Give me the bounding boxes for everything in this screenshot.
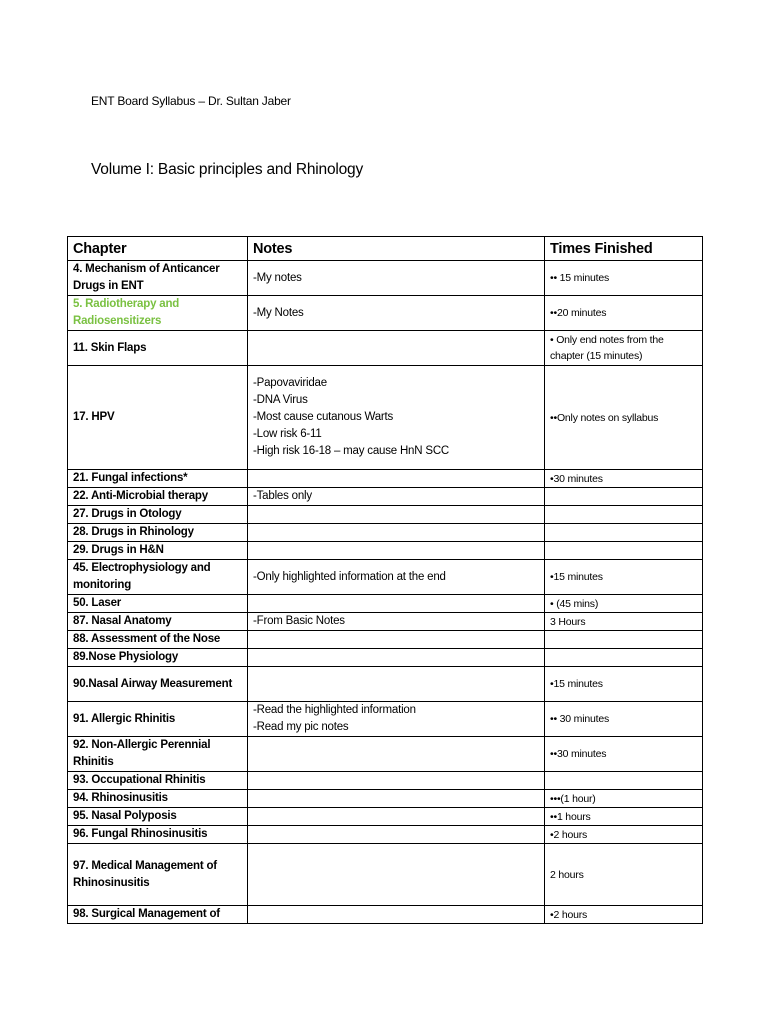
times-finished-cell bbox=[545, 772, 703, 790]
notes-cell bbox=[248, 826, 545, 844]
table-row bbox=[68, 667, 703, 702]
notes-cell bbox=[248, 667, 545, 702]
notes-cell bbox=[248, 470, 545, 488]
notes-line: -From Basic Notes bbox=[253, 615, 345, 627]
table-row bbox=[68, 542, 703, 560]
times-finished-cell bbox=[545, 524, 703, 542]
chapter-cell: 4. Mechanism of Anticancer Drugs in ENT bbox=[68, 261, 248, 296]
times-finished-cell: ••1 hours bbox=[545, 808, 703, 826]
chapter-cell: 92. Non-Allergic Perennial Rhinitis bbox=[68, 737, 248, 772]
chapter-cell: 50. Laser bbox=[68, 595, 248, 613]
table-row bbox=[68, 560, 703, 595]
table-row bbox=[68, 366, 703, 470]
table-row bbox=[68, 524, 703, 542]
chapter-cell: 88. Assessment of the Nose bbox=[68, 631, 248, 649]
table-row bbox=[68, 470, 703, 488]
table-row bbox=[68, 488, 703, 506]
times-finished-cell: • (45 mins) bbox=[545, 595, 703, 613]
chapter-cell: 90.Nasal Airway Measurement bbox=[68, 667, 248, 702]
table-row bbox=[68, 737, 703, 772]
notes-line: -My Notes bbox=[253, 306, 304, 319]
table-row bbox=[68, 808, 703, 826]
notes-cell bbox=[248, 524, 545, 542]
document-header: ENT Board Syllabus – Dr. Sultan Jaber bbox=[91, 94, 291, 108]
times-finished-cell: ••Only notes on syllabus bbox=[545, 366, 703, 470]
notes-cell bbox=[248, 261, 545, 296]
chapter-cell: 28. Drugs in Rhinology bbox=[68, 524, 248, 542]
times-finished-cell bbox=[545, 631, 703, 649]
notes-cell bbox=[248, 906, 545, 924]
notes-cell bbox=[248, 649, 545, 667]
notes-cell bbox=[248, 702, 545, 737]
notes-line: -Read my pic notes bbox=[253, 721, 349, 733]
chapter-cell: 27. Drugs in Otology bbox=[68, 506, 248, 524]
table-row bbox=[68, 844, 703, 906]
times-finished-cell bbox=[545, 506, 703, 524]
chapter-cell: 89.Nose Physiology bbox=[68, 649, 248, 667]
chapter-cell: 21. Fungal infections* bbox=[68, 470, 248, 488]
times-finished-cell: •• 30 minutes bbox=[545, 702, 703, 737]
times-finished-cell: ••20 minutes bbox=[545, 296, 703, 331]
table-row bbox=[68, 595, 703, 613]
chapter-cell: 5. Radiotherapy and Radiosensitizers bbox=[68, 296, 248, 331]
notes-line: -Tables only bbox=[253, 490, 312, 502]
table-header-row bbox=[68, 237, 703, 261]
table-row bbox=[68, 296, 703, 331]
notes-cell bbox=[248, 613, 545, 631]
notes-line: -Papovaviridae bbox=[253, 377, 327, 389]
notes-line: -High risk 16-18 – may cause HnN SCC bbox=[253, 445, 450, 457]
times-finished-cell: •30 minutes bbox=[545, 470, 703, 488]
table-row bbox=[68, 506, 703, 524]
notes-cell bbox=[248, 366, 545, 470]
column-header-times-finished: Times Finished bbox=[545, 237, 703, 261]
column-header-chapter: Chapter bbox=[68, 237, 248, 261]
times-finished-cell: •2 hours bbox=[545, 826, 703, 844]
chapter-cell: 29. Drugs in H&N bbox=[68, 542, 248, 560]
chapter-cell: 94. Rhinosinusitis bbox=[68, 790, 248, 808]
chapter-cell: 45. Electrophysiology and monitoring bbox=[68, 560, 248, 595]
column-header-notes: Notes bbox=[248, 237, 545, 261]
notes-cell bbox=[248, 542, 545, 560]
table-row bbox=[68, 790, 703, 808]
table-row bbox=[68, 649, 703, 667]
times-finished-cell: •• 15 minutes bbox=[545, 261, 703, 296]
notes-line: -DNA Virus bbox=[253, 394, 308, 406]
chapter-cell: 96. Fungal Rhinosinusitis bbox=[68, 826, 248, 844]
table-body bbox=[68, 261, 703, 924]
table-row bbox=[68, 613, 703, 631]
notes-cell bbox=[248, 560, 545, 595]
table-row bbox=[68, 772, 703, 790]
table-row bbox=[68, 826, 703, 844]
notes-cell bbox=[248, 331, 545, 366]
notes-line: -Low risk 6-11 bbox=[253, 428, 322, 440]
chapter-cell: 17. HPV bbox=[68, 366, 248, 470]
notes-cell bbox=[248, 737, 545, 772]
chapter-cell: 98. Surgical Management of bbox=[68, 906, 248, 924]
times-finished-cell: ••30 minutes bbox=[545, 737, 703, 772]
chapter-cell: 11. Skin Flaps bbox=[68, 331, 248, 366]
chapter-cell: 91. Allergic Rhinitis bbox=[68, 702, 248, 737]
notes-cell bbox=[248, 631, 545, 649]
table-row bbox=[68, 631, 703, 649]
notes-cell bbox=[248, 595, 545, 613]
table-row bbox=[68, 906, 703, 924]
notes-line: -My notes bbox=[253, 271, 302, 284]
times-finished-cell: •15 minutes bbox=[545, 560, 703, 595]
notes-line: -Read the highlighted information bbox=[253, 704, 416, 716]
times-finished-cell: •••(1 hour) bbox=[545, 790, 703, 808]
times-finished-cell: •15 minutes bbox=[545, 667, 703, 702]
notes-cell bbox=[248, 844, 545, 906]
notes-cell bbox=[248, 488, 545, 506]
times-finished-cell bbox=[545, 649, 703, 667]
times-finished-cell: 3 Hours bbox=[545, 613, 703, 631]
times-finished-cell bbox=[545, 542, 703, 560]
notes-cell bbox=[248, 506, 545, 524]
table-row bbox=[68, 702, 703, 737]
times-finished-cell bbox=[545, 488, 703, 506]
notes-line: -Only highlighted information at the end bbox=[253, 570, 446, 583]
table-row bbox=[68, 261, 703, 296]
notes-line: -Most cause cutanous Warts bbox=[253, 411, 394, 423]
notes-cell bbox=[248, 790, 545, 808]
chapter-cell: 97. Medical Management of Rhinosinusitis bbox=[68, 844, 248, 906]
times-finished-cell: •2 hours bbox=[545, 906, 703, 924]
notes-cell bbox=[248, 296, 545, 331]
table-row bbox=[68, 331, 703, 366]
notes-cell bbox=[248, 808, 545, 826]
chapter-cell: 93. Occupational Rhinitis bbox=[68, 772, 248, 790]
chapter-cell: 87. Nasal Anatomy bbox=[68, 613, 248, 631]
chapter-cell: 22. Anti-Microbial therapy bbox=[68, 488, 248, 506]
volume-title: Volume I: Basic principles and Rhinology bbox=[91, 161, 364, 178]
notes-cell bbox=[248, 772, 545, 790]
times-finished-cell: 2 hours bbox=[545, 844, 703, 906]
syllabus-table bbox=[67, 236, 703, 924]
times-finished-cell: • Only end notes from the chapter (15 minutes) bbox=[545, 331, 703, 366]
chapter-cell: 95. Nasal Polyposis bbox=[68, 808, 248, 826]
